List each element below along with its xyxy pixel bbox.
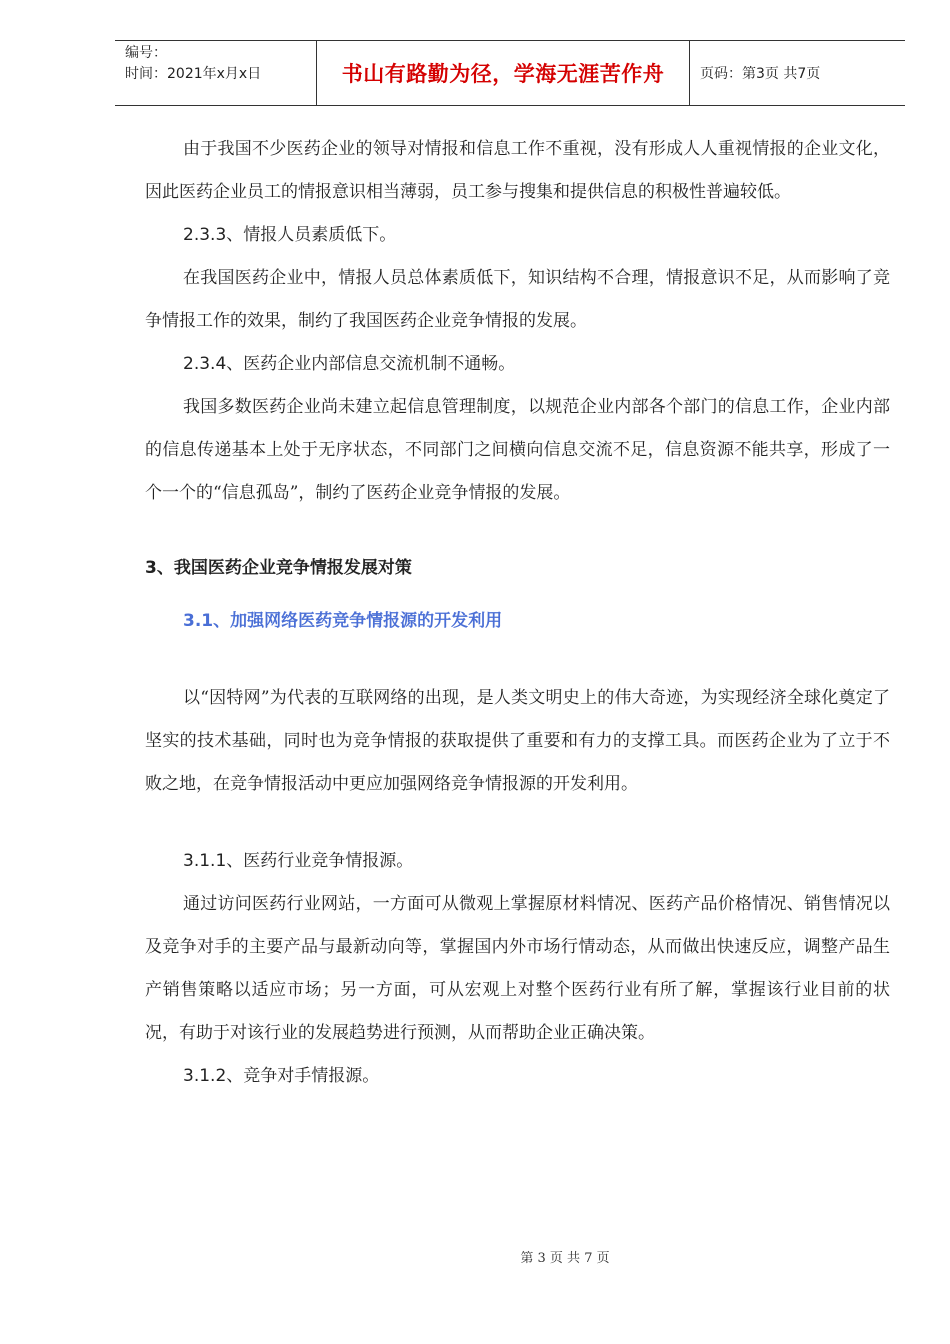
section-heading-3-1: 3.1、加强网络医药竞争情报源的开发利用: [183, 611, 503, 631]
document-number: 编号：: [125, 45, 167, 61]
paragraph-5: 通过访问医药行业网站，一方面可从微观上掌握原材料情况、医药产品价格情况、销售情况以及竞争对手的主要产品与最新动向等，掌握国内外市场行情动态，从而做出快速反应，调整产品生产销售策略以适应市场；另一方面，可从宏观上对整个医药行业有所了解，掌握该行业目前的状况，有助于对该行业的发展趋势进行预测，从而帮助企业正确决策。: [145, 894, 890, 1043]
paragraph-3: 我国多数医药企业尚未建立起信息管理制度，以规范企业内部各个部门的信息工作，企业内部的信息传递基本上处于无序状态，不同部门之间横向信息交流不足，信息资源不能共享，形成了一个一个的“信息孤岛”，制约了医药企业竞争情报的发展。: [145, 397, 890, 503]
spacer: [145, 806, 890, 840]
page-footer: [0, 1247, 950, 1266]
heading-3-1-1: 3.1.1、医药行业竞争情报源。: [183, 851, 414, 871]
header-motto-cell: [317, 41, 690, 105]
paragraph-2: 在我国医药企业中，情报人员总体素质低下，知识结构不合理，情报意识不足，从而影响了竞争情报工作的效果，制约了我国医药企业竞争情报的发展。: [145, 268, 890, 331]
document-time: 时间：2021年x月x日: [125, 66, 262, 82]
paragraph-4: 以“因特网”为代表的互联网络的出现，是人类文明史上的伟大奇迹，为实现经济全球化奠定了坚实的技术基础，同时也为竞争情报的获取提供了重要和有力的支撑工具。而医药企业为了立于不败之地，在竞争情报活动中更应加强网络竞争情报源的开发利用。: [145, 688, 890, 794]
header-motto: 书山有路勤为径，学海无涯苦作舟: [341, 61, 665, 86]
document-body: [145, 128, 890, 1098]
footer-page-number: 第 3 页 共 7 页: [520, 1251, 610, 1266]
heading-2-3-4: 2.3.4、医药企业内部信息交流机制不通畅。: [183, 354, 516, 374]
header-page-info: 页码：第3页 共7页: [700, 66, 821, 82]
section-heading-3: 3、我国医药企业竞争情报发展对策: [145, 558, 412, 578]
page-header: [115, 40, 905, 106]
spacer: [145, 643, 890, 677]
heading-2-3-3: 2.3.3、情报人员素质低下。: [183, 225, 397, 245]
header-meta: [115, 41, 317, 105]
heading-3-1-2: 3.1.2、竞争对手情报源。: [183, 1066, 380, 1086]
paragraph-1: 由于我国不少医药企业的领导对情报和信息工作不重视，没有形成人人重视情报的企业文化，因此医药企业员工的情报意识相当薄弱，员工参与搜集和提供信息的积极性普遍较低。: [145, 139, 890, 202]
